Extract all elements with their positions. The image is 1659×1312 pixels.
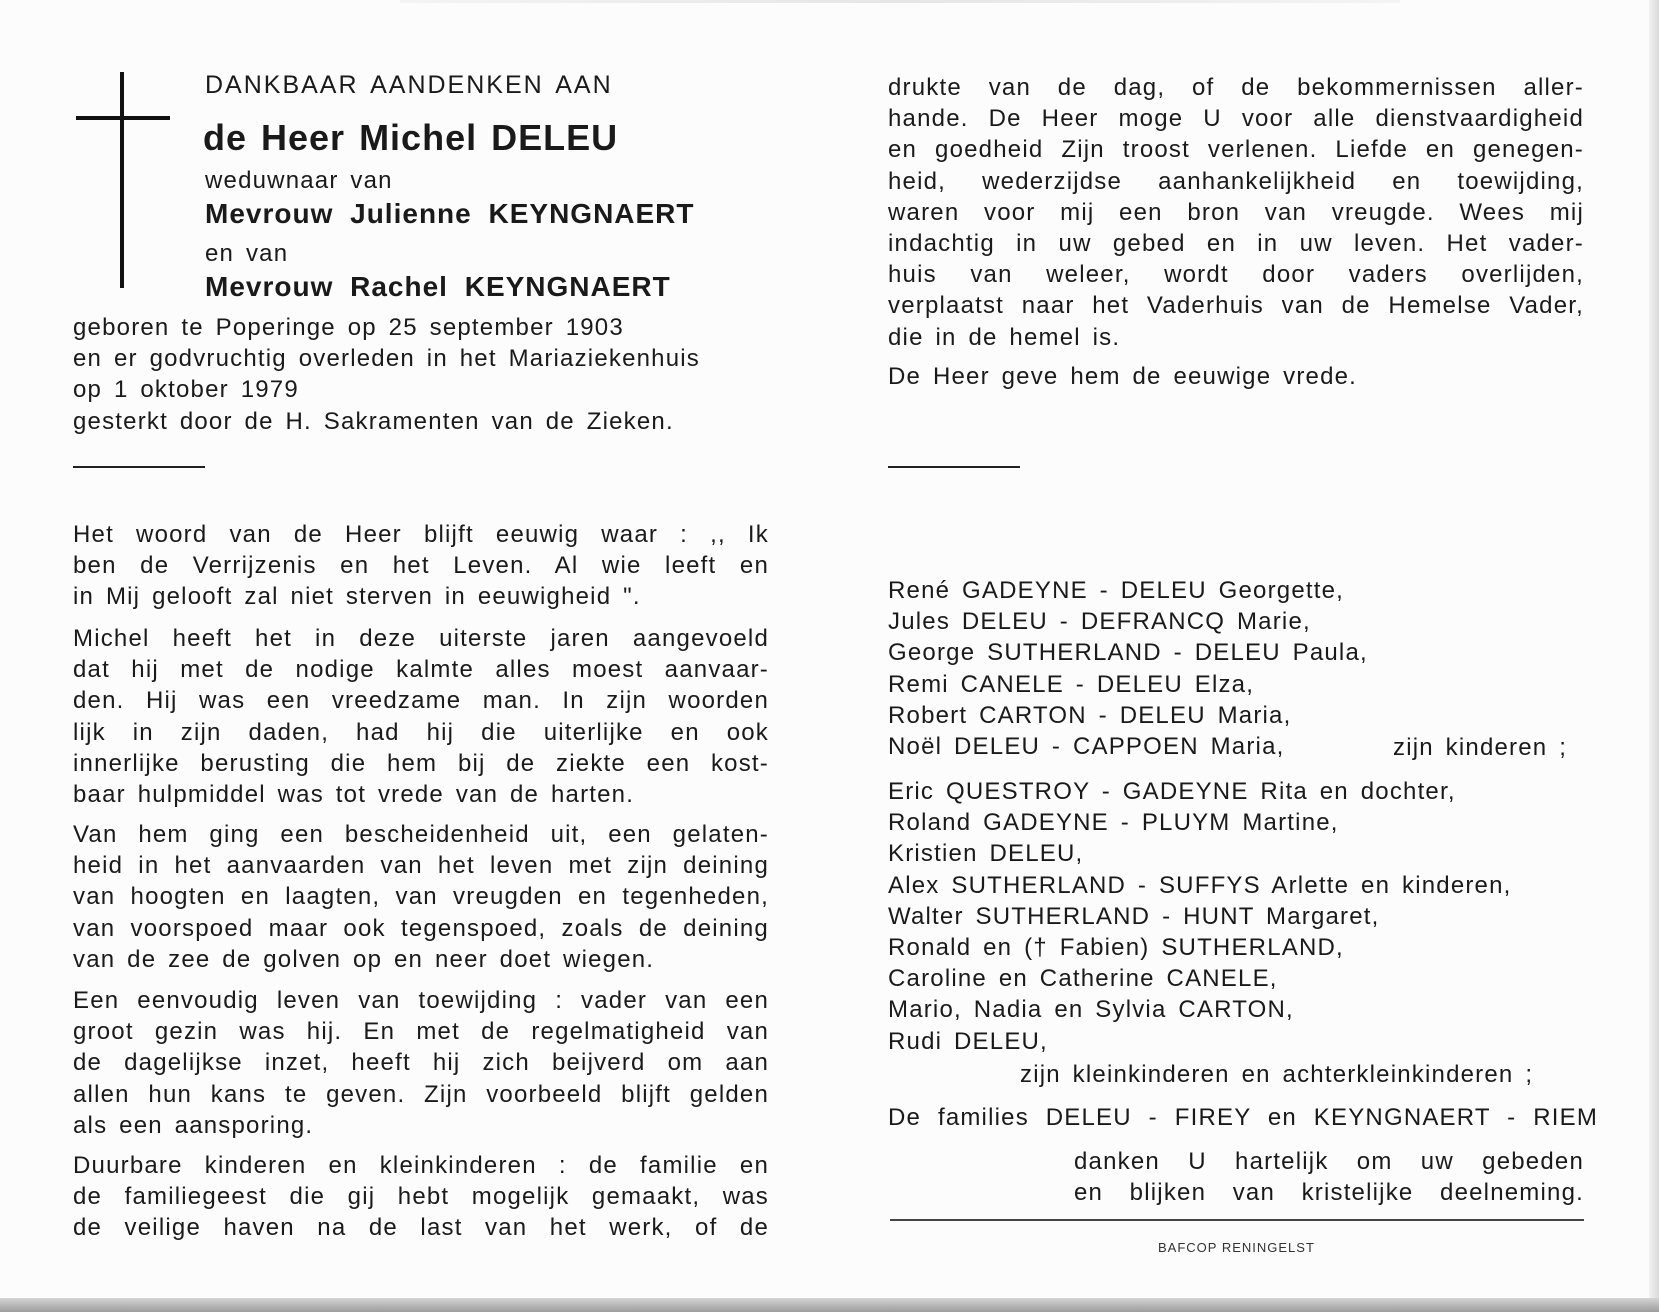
grandchild-entry: Caroline en Catherine CANELE, [888,965,1278,993]
text-line: ben de Verrijzenis en het Leven. Al wie leeft en [73,552,769,580]
text-line: heid in het aanvaarden van het leven met zijn deining [73,852,769,880]
text-line: de dagelijkse inzet, heeft hij zich beijverd om aan [73,1049,769,1077]
child-entry: Robert CARTON - DELEU Maria, [888,701,1292,729]
birth-death-block [73,312,773,437]
grandchildren-label: zijn kleinkinderen en achterkleinkinderen ; [1020,1061,1534,1088]
text-line: heid, wederzijdse aanhankelijkheid en toewijding, [888,167,1584,195]
dankbaar-heading: DANKBAAR AANDENKEN AAN [205,71,613,99]
text-line: dat hij met de nodige kalmte alles moest aanvaar- [73,656,769,684]
text-line: als een aansporing. [73,1111,314,1139]
grandchild-entry: Alex SUTHERLAND - SUFFYS Arlette en kinderen, [888,871,1512,899]
text-line: waren voor mij een bron van vreugde. Wees mij [888,198,1584,226]
cross-horizontal [76,116,170,120]
text-line: van de zee de golven op en neer doet wiegen. [73,945,655,973]
grandchildren-list [888,776,1584,1057]
spouse-2-name: Mevrouw Rachel KEYNGNAERT [205,271,671,302]
thanks-block [1074,1146,1584,1208]
death-date-line: op 1 oktober 1979 [73,376,299,404]
text-line: innerlijke berusting die hem bij de ziekte een kost- [73,749,769,777]
sacraments-line: gesterkt door de H. Sakramenten van de Zieken. [73,407,674,435]
deceased-name: de Heer Michel DELEU [203,117,619,158]
text-line: de veilige haven na de last van het werk, of de [73,1214,769,1242]
paragraph-5 [73,1150,769,1244]
text-line: allen hun kans te geven. Zijn voorbeeld blijft gelden [73,1080,769,1108]
text-line: die in de hemel is. [888,323,1121,351]
text-line: de familiegeest die gij hebt mogelijk gemaakt, was [73,1183,769,1211]
spouse-1-name: Mevrouw Julienne KEYNGNAERT [205,198,695,229]
families-line: De families DELEU - FIREY en KEYNGNAERT - RIEM [888,1104,1599,1131]
grandchild-entry: Kristien DELEU, [888,840,1084,868]
right-separator [888,466,1020,468]
cross-vertical [120,72,124,288]
text-line: verplaatst naar het Vaderhuis van de Hemelse Vader, [888,292,1584,320]
card-bottom-edge [0,1298,1659,1312]
text-line: Het woord van de Heer blijft eeuwig waar : ,, Ik [73,521,769,548]
paragraph-5-continuation [888,72,1584,353]
child-entry: Remi CANELE - DELEU Elza, [888,670,1255,698]
text-line: huis van weleer, wordt door vaders overlijden, [888,261,1584,289]
grandchild-entry: Walter SUTHERLAND - HUNT Margaret, [888,902,1380,930]
printer-mark: BAFCOP RENINGELST [1158,1240,1315,1255]
paragraph-3 [73,819,769,975]
text-line: van hoogten en laagten, van vreugden en tegenheden, [73,883,769,911]
text-line: den. Hij was een vreedzame man. In zijn woorden [73,687,769,715]
child-entry: Noël DELEU - CAPPOEN Maria, [888,732,1285,760]
child-entry: George SUTHERLAND - DELEU Paula, [888,639,1368,667]
and-of-label: en van [205,240,289,267]
grandchild-entry: Rudi DELEU, [888,1027,1048,1055]
paragraph-1 [73,519,769,613]
text-line: drukte van de dag, of de bekommernissen aller- [888,74,1584,101]
bottom-rule [890,1219,1584,1221]
children-label: zijn kinderen ; [1393,734,1568,761]
thanks-line: en blijken van kristelijke deelneming. [1074,1179,1584,1207]
text-line: en goedheid Zijn troost verlenen. Liefde en genegen- [888,136,1584,164]
widower-of-label: weduwnaar van [205,167,393,194]
text-line: groot gezin was hij. En met de regelmatigheid van [73,1018,769,1046]
death-line: en er godvruchtig overleden in het Mariaziekenhuis [73,345,700,373]
child-entry: René GADEYNE - DELEU Georgette, [888,577,1345,604]
text-line: Van hem ging een bescheidenheid uit, een gelaten- [73,821,769,848]
text-line: lijk in zijn daden, had hij die uiterlijke en ook [73,718,769,746]
text-line: hande. De Heer moge U voor alle dienstvaardigheid [888,105,1584,133]
grandchild-entry: Eric QUESTROY - GADEYNE Rita en dochter, [888,778,1456,805]
text-line: indachtig in uw gebed en in uw leven. Het vader- [888,229,1584,257]
thanks-line: danken U hartelijk om uw gebeden [1074,1148,1584,1175]
text-line: Een eenvoudig leven van toewijding : vader van een [73,987,769,1014]
paragraph-2 [73,623,769,810]
text-line: Duurbare kinderen en kleinkinderen : de familie en [73,1152,769,1179]
left-separator [73,466,205,468]
text-line: in Mij gelooft zal niet sterven in eeuwigheid ". [73,583,641,611]
paragraph-4 [73,985,769,1141]
grandchild-entry: Ronald en († Fabien) SUTHERLAND, [888,933,1344,961]
grandchild-entry: Roland GADEYNE - PLUYM Martine, [888,809,1339,837]
birth-line: geboren te Poperinge op 25 september 1903 [73,314,624,341]
text-line: van voorspoed maar ook tegenspoed, zoals de deining [73,914,769,942]
grandchild-entry: Mario, Nadia en Sylvia CARTON, [888,996,1294,1024]
text-line: baar hulpmiddel was tot vrede van de harten. [73,780,635,808]
text-line: Michel heeft het in deze uiterste jaren aangevoeld [73,625,769,652]
child-entry: Jules DELEU - DEFRANCQ Marie, [888,608,1311,636]
card-right-edge [1649,0,1659,1312]
card-top-edge [400,0,1400,3]
prayer-line: De Heer geve hem de eeuwige vrede. [888,363,1358,390]
